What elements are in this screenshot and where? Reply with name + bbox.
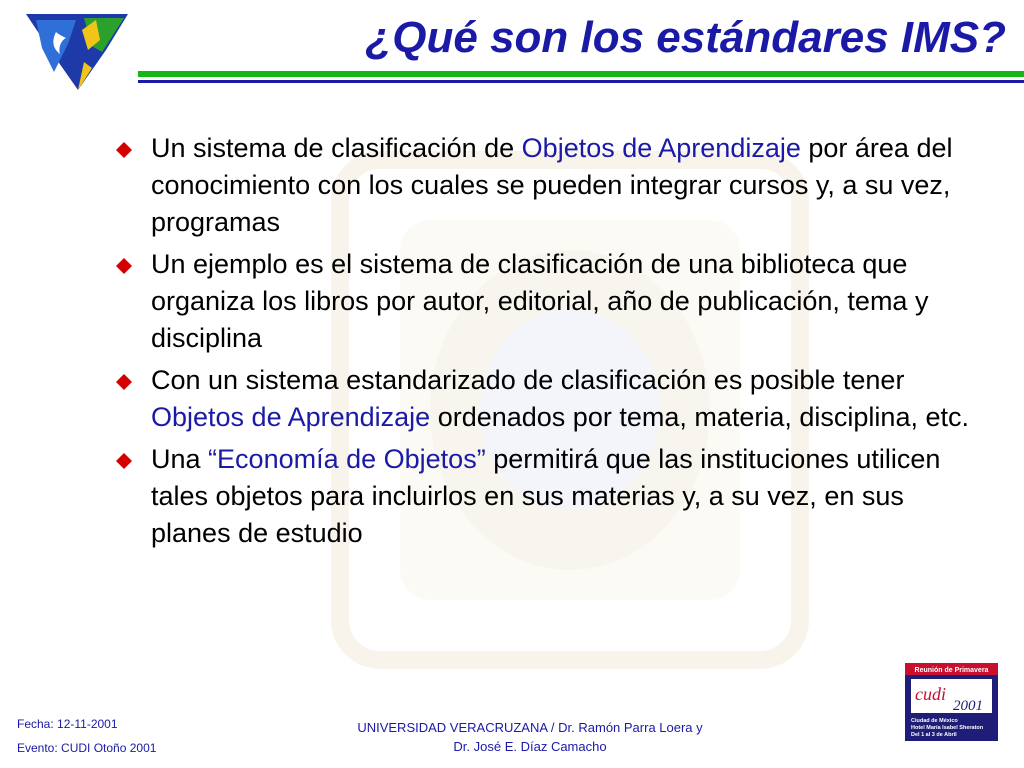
bullet-text: por área del conocimiento con los cuales se pueden integrar cursos y, a su vez, programas xyxy=(151,133,953,237)
highlighted-term: Objetos de Aprendizaje xyxy=(151,402,431,432)
bullet-text: Un sistema de clasificación de xyxy=(151,133,522,163)
bullet-text: ordenados por tema, materia, disciplina, etc. xyxy=(430,402,969,432)
bullet-text: permitirá que las instituciones utilicen tales objetos para incluirlos en sus materias y, a su vez, en sus planes de estudio xyxy=(151,444,941,548)
red-diamond-bullet-icon xyxy=(116,258,132,274)
title-underline-blue xyxy=(138,80,1024,83)
footer-meta xyxy=(17,712,156,760)
bullet-list xyxy=(112,130,972,557)
university-shield-logo xyxy=(22,10,132,92)
event-logo-year: 2001 xyxy=(953,698,983,714)
event-logo-header: Reunión de Primavera xyxy=(914,667,989,674)
event-logo-detail-2: Hotel María Isabel Sheraton xyxy=(911,725,984,731)
bullet-item xyxy=(112,441,972,552)
red-diamond-bullet-icon xyxy=(116,453,132,469)
event-logo-detail-1: Ciudad de México xyxy=(911,718,958,724)
highlighted-term: Objetos de Aprendizaje xyxy=(521,133,801,163)
footer-event: Evento: CUDI Otoño 2001 xyxy=(17,741,157,755)
title-underline-green xyxy=(138,71,1024,77)
red-diamond-bullet-icon xyxy=(116,142,132,158)
highlighted-term: “Economía de Objetos” xyxy=(208,444,486,474)
bullet-text: Con un sistema estandarizado de clasificación es posible tener xyxy=(151,365,905,395)
bullet-item xyxy=(112,362,972,436)
event-logo-detail-3: Del 1 al 3 de Abril xyxy=(911,732,957,738)
bullet-text: Un ejemplo es el sistema de clasificación de una biblioteca que organiza los libros por autor, editorial, año de publicación, tema y disciplina xyxy=(151,249,929,353)
footer-author-line-2: Dr. José E. Díaz Camacho xyxy=(453,739,607,754)
bullet-item xyxy=(112,246,972,357)
footer-author-line-1: UNIVERSIDAD VERACRUZANA / Dr. Ramón Parra Loera y xyxy=(357,720,703,735)
footer-authors xyxy=(320,718,740,756)
event-logo-brand: cudi xyxy=(915,684,946,704)
page-title: ¿Qué son los estándares IMS? xyxy=(365,13,1006,62)
footer-date: Fecha: 12-11-2001 xyxy=(17,717,118,731)
red-diamond-bullet-icon xyxy=(116,374,132,390)
bullet-item xyxy=(112,130,972,241)
cudi-2001-event-logo xyxy=(905,663,998,741)
bullet-text: Una xyxy=(151,444,209,474)
